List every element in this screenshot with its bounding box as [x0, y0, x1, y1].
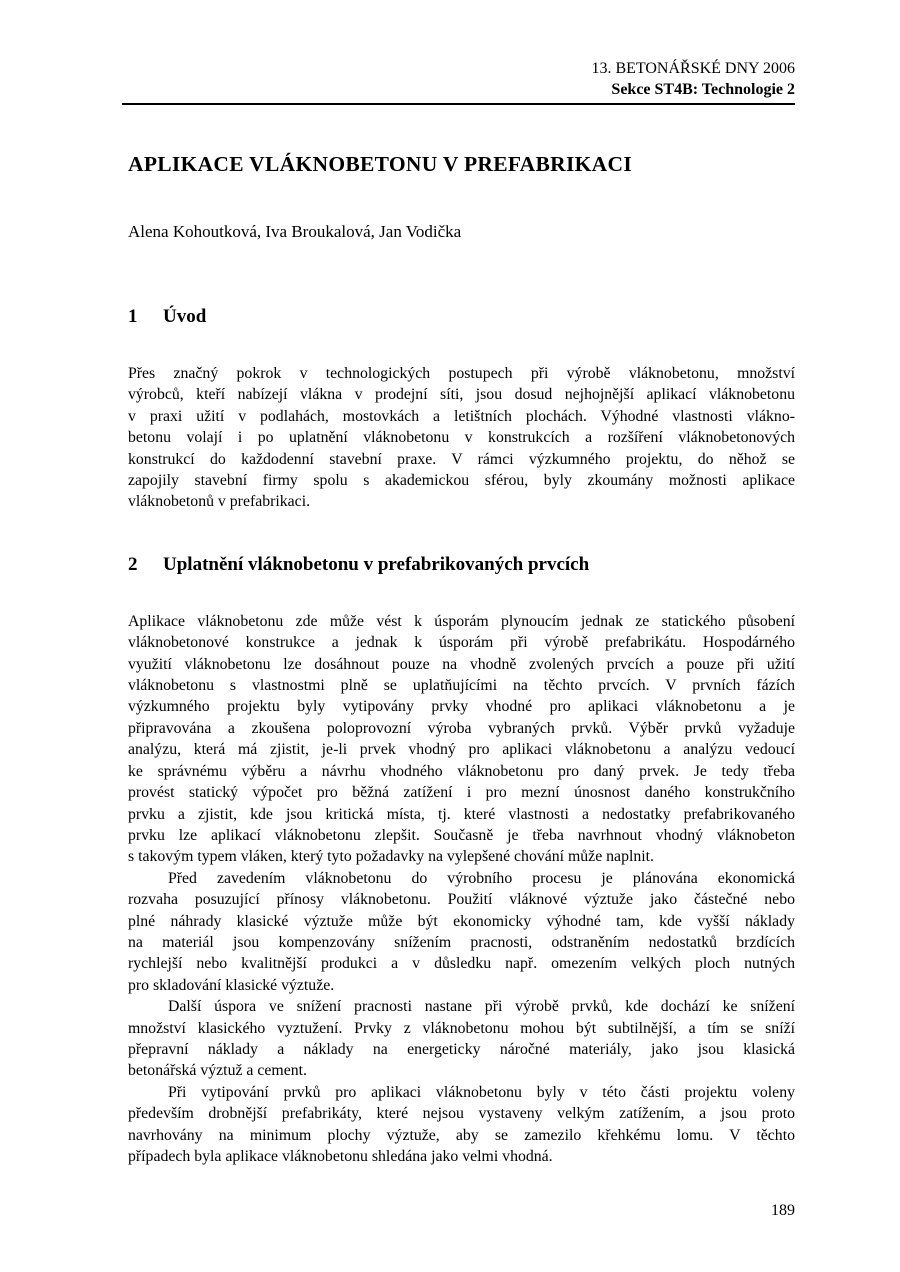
- text-line: s takovým typem vláken, který tyto požadavky na vylepšené chování může naplnit.: [128, 848, 654, 866]
- paragraph: [128, 611, 795, 868]
- section-2: [128, 553, 795, 1168]
- paragraph: [128, 996, 795, 1082]
- text-line: konstrukcí do každodenní stavební praxe. V rámci výzkumného projektu, do něhož se: [128, 450, 795, 468]
- text-line: vláknobetonu s vlastnostmi plně se uplatňujícími na těchto prvcích. V prvních fázích: [128, 677, 795, 695]
- section-heading: [128, 553, 795, 577]
- text-line: vláknobetonové konstrukce a jednak k úsporám při výrobě prefabrikátu. Hospodárného: [128, 634, 795, 652]
- header-section-title: Sekce ST4B: Technologie 2: [611, 81, 795, 98]
- text-line: rychlejší nebo kvalitnější produkci a v důsledku např. omezením velkých ploch nutných: [128, 955, 795, 973]
- header-rule: [122, 103, 795, 105]
- text-line: připravována a zkoušena poloprovozní výroba vybraných prvků. Výběr prvků vyžaduje: [128, 719, 795, 737]
- section-heading-text: Úvod: [163, 306, 207, 327]
- paper-title: APLIKACE VLÁKNOBETONU V PREFABRIKACI: [128, 152, 632, 176]
- section-number: 2: [128, 553, 138, 575]
- paragraph: [128, 1082, 795, 1168]
- section-number: 1: [128, 306, 138, 327]
- text-line: provést statický výpočet pro běžná zatížení i pro mezní únosnost daného konstrukčního: [128, 784, 795, 802]
- text-line: případech byla aplikace vláknobetonu shledána jako velmi vhodná.: [128, 1148, 553, 1165]
- text-line: množství klasického vyztužení. Prvky z vláknobetonu mohou být subtilnější, a tím se sníží: [128, 1019, 795, 1037]
- text-line: na materiál jsou kompenzovány snížením pracnosti, odstraněním nedostatků brzdících: [128, 933, 795, 951]
- text-line: prvku a zjistit, kde jsou kritická místa, tj. které vlastnosti a nedostatky prefabrikovaného: [128, 805, 795, 823]
- text-line: přepravní náklady a náklady na energeticky náročné materiály, jako jsou klasická: [128, 1040, 795, 1058]
- text-line: pro skladování klasické výztuže.: [128, 976, 335, 994]
- paragraph: [128, 868, 795, 996]
- section-heading: [128, 305, 795, 329]
- text-line: betonářská výztuž a cement.: [128, 1062, 307, 1080]
- text-line: využití vláknobetonu lze dosáhnout pouze na vhodně zvolených prvcích a pouze při užití: [128, 655, 795, 673]
- text-line: analýzu, která má zjistit, je-li prvek vhodný pro aplikaci vláknobetonu a analýzu vedoucí: [128, 741, 795, 759]
- text-line: výzkumného projektu byly vytipovány prvky vhodné pro aplikaci vláknobetonu a je: [128, 698, 795, 716]
- text-line: především drobnější prefabrikáty, které nejsou vystaveny velkým zatížením, a jsou proto: [128, 1105, 795, 1123]
- text-line: rozvaha posuzující přínosy vláknobetonu. Použití vláknové výztuže jako částečné nebo: [128, 891, 795, 909]
- text-line: Aplikace vláknobetonu zde může vést k úsporám plynoucím jednak ze statického působení: [128, 612, 795, 630]
- paragraph: [128, 363, 795, 513]
- text-line: Přes značný pokrok v technologických postupech při výrobě vláknobetonu, množství: [128, 365, 795, 382]
- section-1: [128, 305, 795, 513]
- text-line: prvku lze aplikací vláknobetonu zlepšit. Současně je třeba navrhnout vhodný vláknobeton: [128, 826, 795, 844]
- text-line: Při vytipování prvků pro aplikaci vláknobetonu byly v této části projektu voleny: [168, 1083, 795, 1101]
- text-line: výrobců, kteří nabízejí vlákna v prodejní síti, jsou dosud nejhojnější aplikací vláknobetonu: [128, 386, 795, 404]
- header-conference-title: 13. BETONÁŘSKÉ DNY 2006: [591, 60, 795, 77]
- page-header: [128, 58, 795, 100]
- paper-body: [128, 305, 795, 1167]
- text-line: Před zavedením vláknobetonu do výrobního procesu je plánována ekonomická: [168, 869, 795, 887]
- text-line: zapojily stavební firmy spolu s akademickou sférou, byly zkoumány možnosti aplikace: [128, 472, 795, 490]
- authors-line: Alena Kohoutková, Iva Broukalová, Jan Vodička: [128, 222, 462, 241]
- text-line: vláknobetonů v prefabrikaci.: [128, 493, 311, 511]
- text-line: Další úspora ve snížení pracnosti nastane při výrobě prvků, kde dochází ke snížení: [168, 998, 795, 1016]
- text-line: betonu volají i po uplatnění vláknobetonu v konstrukcích a rozšíření vláknobetonových: [128, 429, 795, 447]
- page-number: 189: [771, 1202, 795, 1219]
- section-heading-text: Uplatnění vláknobetonu v prefabrikovaných prvcích: [163, 553, 590, 575]
- text-line: navrhovány na minimum plochy výztuže, aby se zamezilo křehkému lomu. V těchto: [128, 1126, 795, 1144]
- text-line: v praxi užití v podlahách, mostovkách a letištních plochách. Výhodné vlastnosti vlákno-: [128, 407, 795, 425]
- text-line: plné náhrady klasické výztuže může být ekonomicky výhodné tam, kde vyšší náklady: [128, 912, 795, 930]
- text-line: ke správnému výběru a návrhu vhodného vláknobetonu pro daný prvek. Je tedy třeba: [128, 762, 795, 780]
